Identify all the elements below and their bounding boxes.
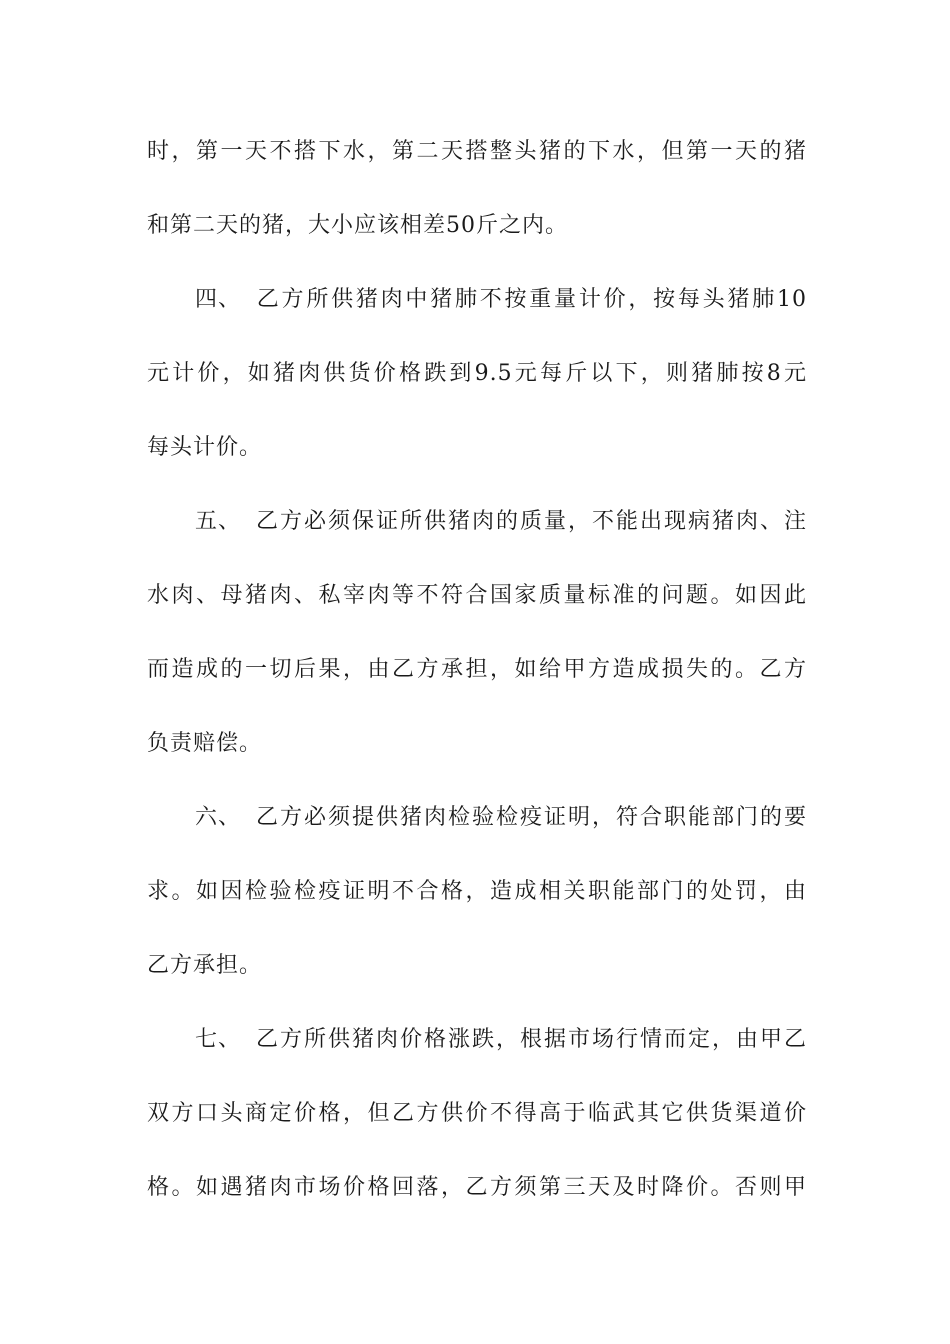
clause-number: 六、 (195, 805, 242, 830)
clause-number: 七、 (195, 1027, 242, 1052)
text-line: 而造成的一切后果，由乙方承担，如给甲方造成损失的。乙方 (147, 657, 807, 682)
clause-text: 乙方所供猪肉价格涨跌，根据市场行情而定，由甲乙 (255, 1027, 807, 1052)
text-line: 乙方承担。 (147, 953, 263, 978)
clause-number: 四、 (195, 287, 242, 312)
text-line: 负责赔偿。 (147, 731, 263, 756)
text-line: 元计价，如猪肉供货价格跌到9.5元每斤以下，则猪肺按8元 (147, 361, 807, 386)
clause-text: 乙方所供猪肉中猪肺不按重量计价，按每头猪肺10 (255, 287, 807, 312)
text-line: 每头计价。 (147, 435, 263, 460)
text-line: 和第二天的猪，大小应该相差50斤之内。 (147, 213, 568, 238)
clause-six (195, 803, 807, 833)
text-line: 格。如遇猪肉市场价格回落，乙方须第三天及时降价。否则甲 (147, 1175, 807, 1200)
text-line: 水肉、母猪肉、私宰肉等不符合国家质量标准的问题。如因此 (147, 583, 807, 608)
text-line: 双方口头商定价格，但乙方供价不得高于临武其它供货渠道价 (147, 1101, 807, 1126)
clause-text: 乙方必须提供猪肉检验检疫证明，符合职能部门的要 (255, 805, 807, 830)
clause-text: 乙方必须保证所供猪肉的质量，不能出现病猪肉、注 (255, 509, 807, 534)
clause-number: 五、 (195, 509, 242, 534)
clause-five (195, 507, 807, 537)
clause-four (195, 285, 807, 315)
text-line: 求。如因检验检疫证明不合格，造成相关职能部门的处罚，由 (147, 879, 807, 904)
text-line: 时，第一天不搭下水，第二天搭整头猪的下水，但第一天的猪 (147, 139, 807, 164)
clause-seven (195, 1025, 807, 1055)
